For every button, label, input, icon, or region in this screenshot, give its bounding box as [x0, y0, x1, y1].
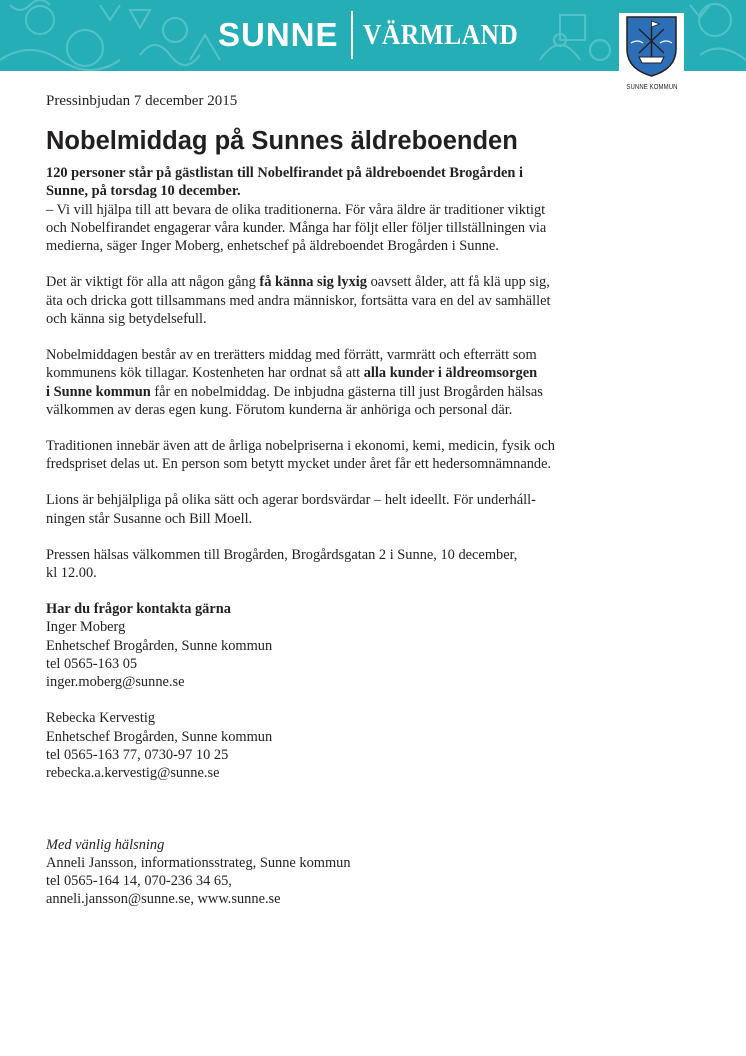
contact-role: Enhetschef Brogården, Sunne kommun — [46, 637, 273, 654]
lions-paragraph — [46, 491, 591, 528]
signoff-block — [46, 836, 591, 909]
brand-sunne: SUNNE — [218, 16, 339, 53]
menu-paragraph — [46, 346, 591, 419]
text-line: Nobelmiddagen består av en trerätters middag med förrätt, varmrätt och efterrätt som — [46, 346, 537, 363]
crest — [619, 13, 684, 79]
text-run: Det är viktigt för alla att någon gång — [46, 274, 260, 291]
contact-email[interactable]: rebecka.a.kervestig@sunne.se — [46, 765, 220, 782]
signoff-name: Anneli Jansson, informationsstrateg, Sunne kommun — [46, 854, 351, 871]
brand-logo — [218, 10, 539, 60]
emphasis-text: få känna sig lyxig — [259, 274, 367, 291]
emphasis-text: alla kunder i äldreomsorgen — [363, 365, 538, 382]
text-line: Lions är behjälpliga på olika sätt och agerar bordsvärdar – helt ideellt. För underháll- — [46, 492, 536, 509]
text-line: och känna sig betydelsefull. — [46, 310, 207, 327]
signoff-phone: tel 0565-164 14, 070-236 34 65, — [46, 873, 232, 890]
coat-of-arms-icon — [619, 13, 684, 79]
contact-block-2 — [46, 709, 591, 782]
signoff-greeting: Med vänlig hälsning — [46, 836, 165, 853]
text-run: får en nobelmiddag. De inbjudna gästerna till just Brogården hälsas — [150, 383, 543, 400]
contact-block-1 — [46, 600, 591, 691]
tradition-paragraph — [46, 437, 591, 474]
text-line: – Vi vill hjälpa till att bevara de olika traditionerna. För våra äldre är traditioner viktigt — [46, 201, 546, 218]
text-line: välkommen av deras egen kung. Förutom kunderna är anhöriga och personal där. — [46, 401, 513, 418]
brand-divider — [351, 11, 353, 59]
text-line — [46, 364, 591, 382]
text-run: kommunens kök tillagar. Kostenheten har ordnat så att — [46, 365, 364, 382]
text-line: Pressen hälsas välkommen till Brogården, Brogårdsgatan 2 i Sunne, 10 december, — [46, 546, 518, 563]
press-release-body — [46, 92, 591, 927]
contact-email[interactable]: inger.moberg@sunne.se — [46, 674, 185, 691]
dateline: Pressinbjudan 7 december 2015 — [46, 93, 238, 109]
brand-varmland: VÄRMLAND — [362, 18, 518, 51]
crest-caption: SUNNE KOMMUN — [626, 84, 678, 91]
contact-heading: Har du frågor kontakta gärna — [46, 601, 231, 618]
text-line: och Nobelfirandet engagerar våra kunder. Många har följt eller följer tillställningen via — [46, 219, 547, 236]
text-line: äta och dricka gott tillsammans med andra människor, fortsätta vara en del av samhället — [46, 292, 551, 309]
emphasis-text: i Sunne kommun — [46, 383, 151, 400]
text-line: Traditionen innebär även att de årliga nobelpriserna i ekonomi, kemi, medicin, fysik och — [46, 437, 555, 454]
lead-line: 120 personer står på gästlistan till Nobelfirandet på äldreboendet Brogården i — [46, 165, 524, 181]
contact-name: Rebecka Kervestig — [46, 710, 156, 727]
contact-phone: tel 0565-163 05 — [46, 656, 138, 673]
text-run: oavsett ålder, att få klä upp sig, — [366, 274, 550, 291]
text-line — [46, 383, 591, 401]
text-line: ningen står Susanne och Bill Moell. — [46, 510, 253, 527]
lead-line: Sunne, på torsdag 10 december. — [46, 183, 241, 200]
quote-paragraph — [46, 201, 591, 256]
contact-role: Enhetschef Brogården, Sunne kommun — [46, 728, 273, 745]
contact-phone: tel 0565-163 77, 0730-97 10 25 — [46, 747, 229, 763]
page-title: Nobelmiddag på Sunnes äldreboenden — [46, 127, 518, 155]
luxury-paragraph — [46, 273, 591, 328]
contact-name: Inger Moberg — [46, 619, 126, 636]
text-line: medierna, säger Inger Moberg, enhetschef på äldreboendet Brogården i Sunne. — [46, 238, 499, 255]
text-line: fredspriset delas ut. En person som betytt mycket under året får ett hedersomnämnande. — [46, 456, 552, 473]
text-line: kl 12.00. — [46, 565, 97, 582]
text-line — [46, 273, 591, 291]
signoff-contact[interactable]: anneli.jansson@sunne.se, www.sunne.se — [46, 891, 281, 908]
lead-paragraph — [46, 164, 591, 201]
press-invite-paragraph — [46, 546, 591, 583]
